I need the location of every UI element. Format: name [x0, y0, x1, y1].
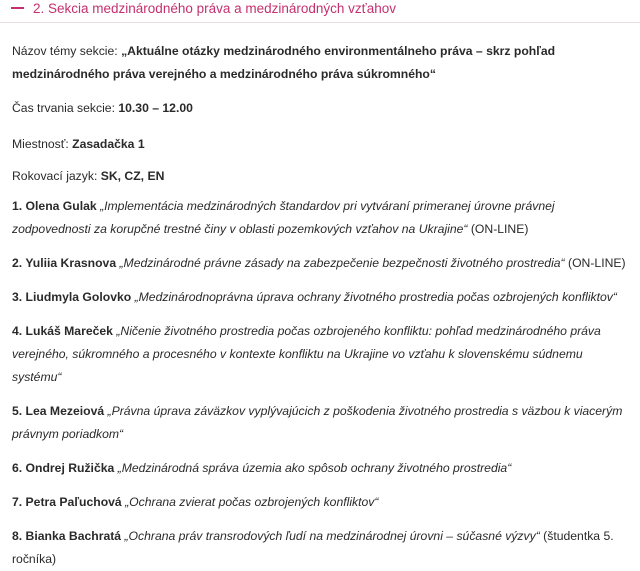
language-label: Rokovací jazyk:	[12, 169, 98, 183]
duration-label: Čas trvania sekcie:	[12, 101, 115, 115]
collapse-dash-icon[interactable]	[11, 7, 24, 9]
speaker-name: 7. Petra Paľuchová	[12, 495, 122, 509]
topic-value: „Aktuálne otázky medzinárodného environmentálneho práva – skrz pohľad medzinárodného práva verejného a medzinárodného práva súkromného“	[12, 44, 556, 81]
room-label: Miestnosť:	[12, 137, 69, 151]
talk-title: „Medzinárodné právne zásady na zabezpečenie bezpečnosti životného prostredia“	[119, 256, 565, 270]
speaker-name: 2. Yuliia Krasnova	[12, 256, 117, 270]
duration-value: 10.30 – 12.00	[118, 101, 193, 115]
speaker-name: 1. Olena Gulak	[12, 199, 97, 213]
section-content	[12, 40, 627, 571]
speaker-name: 3. Liudmyla Golovko	[12, 290, 132, 304]
section-title[interactable]: 2. Sekcia medzinárodného práva a medzinárodných vzťahov	[33, 0, 397, 16]
talk-title: „Ničenie životného prostredia počas ozbrojeného konfliktu: pohľad medzinárodného práva verejného, súkromného a procesného v kontexte konfliktu na Ukrajine vo vzťahu k slovenskému súdnemu systému“	[12, 324, 601, 384]
topic-label: Názov témy sekcie:	[12, 44, 118, 58]
language-value: SK, CZ, EN	[100, 169, 165, 183]
speaker-item	[12, 491, 627, 514]
speaker-name: 8. Bianka Bachratá	[12, 529, 122, 543]
talk-title: „Medzinárodná správa územia ako spôsob ochrany životného prostredia“	[117, 461, 512, 475]
speaker-list	[12, 195, 627, 571]
speaker-item	[12, 400, 627, 446]
speaker-item	[12, 286, 627, 309]
talk-title: „Implementácia medzinárodných štandardov pri vytváraní primeranej úrovne právnej zodpovednosti za korupčné trestné činy v oblasti pozemkových vzťahov na Ukrajine“	[12, 199, 555, 236]
talk-note: (študentka 5. ročníka)	[12, 529, 614, 566]
room-line	[12, 133, 627, 156]
room-value: Zasadačka 1	[72, 137, 145, 151]
talk-title: „Právna úprava záväzkov vyplývajúcich z poškodenia životného prostredia s väzbou k viacerým právnym poriadkom“	[12, 404, 623, 441]
speaker-item	[12, 457, 627, 480]
topic-line	[12, 40, 627, 86]
talk-title: „Ochrana zvierat počas ozbrojených konfliktov“	[125, 495, 379, 509]
language-line	[12, 165, 627, 188]
speaker-name: 6. Ondrej Ružička	[12, 461, 115, 475]
speaker-item	[12, 525, 627, 571]
speaker-item	[12, 195, 627, 241]
talk-note: (ON-LINE)	[467, 222, 529, 236]
speaker-item	[12, 252, 627, 275]
speaker-name: 4. Lukáš Mareček	[12, 324, 113, 338]
speaker-item	[12, 320, 627, 389]
section-header[interactable]	[0, 0, 640, 23]
talk-note: (ON-LINE)	[564, 256, 626, 270]
talk-title: „Medzinárodnoprávna úprava ochrany životného prostredia počas ozbrojených konfliktov“	[134, 290, 617, 304]
duration-line	[12, 97, 627, 120]
section-details	[12, 40, 627, 188]
speaker-name: 5. Lea Mezeiová	[12, 404, 105, 418]
talk-title: „Ochrana práv transrodových ľudí na medzinárodnej úrovni – súčasné výzvy“	[124, 529, 540, 543]
